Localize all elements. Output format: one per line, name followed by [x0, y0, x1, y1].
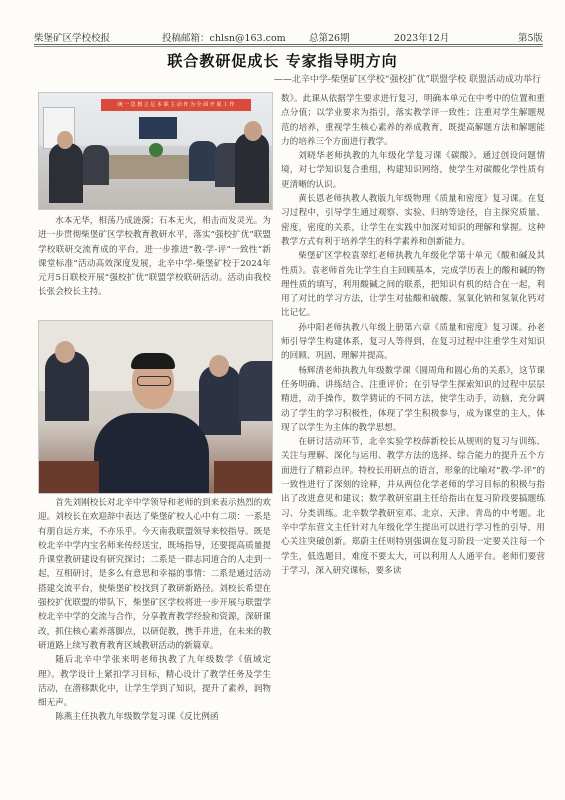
- meeting-banner: 统 一 思 想 立 足 本 职 主 动 作 为 全 面 开 展 工 作: [117, 102, 235, 108]
- paragraph: 首先刘刚校长对北辛中学领导和老师的到来表示热烈的欢迎。刘校长在欢迎辞中表达了柴堡矿校人心中有二项：一系是有朋自远方来，不亦乐乎。今天南我联盟领导来校指导。既是校北辛中学内宝名师来传经送宝，既场指导，还要提高质量提升课堂教研建设有研究探讨；二系是一群志同道合的人走到一起，互相研讨，是多么有意思和幸福的事情：二系是通过活动搭建交流平台，使柴堡矿校找到了教研新路径。刘校长希望在强校扩优联盟的带队下，柴堡矿区学校将进一步开展与联盟学校北辛中学的交流与合作，分享教育教学经验和资源，深研课改，抓住核心素养落脚点，以研促教，携手并进，在未来的教研道路上续写教育教育区域教研活动的新篇章。: [38, 498, 271, 651]
- page-number: 第5版: [517, 33, 543, 44]
- paragraph: 孙中阳老师执教八年级上册第六章《质量和密度》复习课。孙老师引导学生构建体系，复习人等得到，在复习过程中注重学生对知识的回顾、巩固、理解并提高。: [281, 322, 545, 362]
- paragraph: 刘晓华老师执教的九年级化学复习课《碳酸》。通过创设问题情境，对七学知识复合重组，构建知识网络，使学生对碳酸化学性质有更清晰的认识。: [281, 151, 545, 190]
- issue-number: 总第26期: [309, 33, 350, 44]
- paragraph: 杨辉清老师执教九年级数学课《圆周角和圆心角的关系》，这节课任务明确、讲练结合、注重评价；在引导学生探索知识的过程中层层精进，动手操作，数学猜证的不同方法，使学生动手，动脑，充分调动了学生的学习积极性，体现了学生积极参与，成为课堂的主人，体现了以学生为主体的教学思想。: [281, 365, 545, 433]
- paragraph: 在研讨活动环节，北辛实验学校薛新校长从规则的复习与训练、关注与理解、深化与运用、教学方法的选择、综合能力的提升五个方面进行了精彩点评。特校长用研点的语言，形象的比喻对“教-学-评”的一致性进行了深刻的诠释，并从两位化学老师的学习目标的积极与指出了改进意见和建议；数学教研室副主任给指出在复习阶段要搞题练习、分类训练。北辛数学教研室邓、北京、天津、青岛的中考题。北辛中学东营文主任针对九年级化学生提出可以进行学习性的引导，用心关注突破创新。郑蔚主任则特别强调在复习阶段一定要关注每一个学生，低选题目，难度不要太大，可以利用人人通平台。老师们要营于学习，深入研究课标，要多读: [281, 437, 545, 576]
- page-header: [34, 28, 543, 45]
- speaker-photo: [38, 320, 273, 494]
- left-column-intro: [38, 214, 271, 318]
- paragraph: 随后北辛中学张来明老师执教了九年级数学《值域定理》。教学设计上紧扣学习目标，精心设计了教学任务及学生活动，在潜移默化中，让学生学到了知识，提升了素养，润物细无声。: [38, 655, 271, 709]
- article-title: 联合教研促成长 专家指导明方向: [167, 52, 398, 70]
- intro-paragraph: 水本无华，相荡乃成涟漪；石本无火，相击而发灵光。为进一步贯彻柴堡矿区学校教育教研水平，落实“强校扩优”联盟学校联研交流育成的平台，进一步推进“教-学-评”一致性“新课堂标准”活动高效深度发展，北辛中学-柴堡矿校于2024年元月5日联校开展“强校扩优”联盟学校联研活动。活动由我校长张会校长主持。: [38, 216, 271, 298]
- article-subtitle: ——北辛中学-柴堡矿区学校“强校扩优”联盟学校 联盟活动成功举行: [273, 75, 541, 85]
- paragraph: 黄长恩老师执教人教版九年级物理《质量和密度》复习课。在复习过程中，引导学生通过观察、实验、归纳等途径，自主探究质量、密度，密度的关系，让学生在实践中加深对知识的理解和掌握。这种教学方式有利于培养学生的科学素养和创新能力。: [281, 194, 545, 247]
- header-rule: [34, 46, 543, 47]
- meeting-photo: [38, 92, 273, 210]
- contribution-email[interactable]: 投稿邮箱：chlsn@163.com: [162, 33, 286, 44]
- left-column-body: [38, 496, 271, 786]
- paper-name: 柴堡矿区学校校报: [34, 33, 111, 44]
- paragraph: 数》。此课从依据学生要求进行复习，明确本单元在中考中的位置和重点分值；以学业要求为指引，落实教学评一致性；注重对学生解题规范的培养，重视学生核心素养的养成教育，既提高解题方法和解题能力的培养三个方面进行教学。: [281, 94, 545, 147]
- paragraph: 陈燕主任执教九年级数学复习课《反比例函: [55, 712, 219, 723]
- right-column-body: [281, 92, 545, 792]
- paragraph: 柴堡矿区学校袁翠红老师执教九年级化学第十单元《酸和碱及其性质》。袁老师首先让学生自主回顾基本，完成学历表上的酸和碱的物理性质的填写，利用酸碱之间的联系，把知识有机的结合在一起，利用了对比的学习方法，让学生对盐酸和硫酸、氢氧化钠和氢氧化钙对比记忆。: [281, 251, 545, 319]
- issue-date: 2023年12月: [394, 33, 450, 44]
